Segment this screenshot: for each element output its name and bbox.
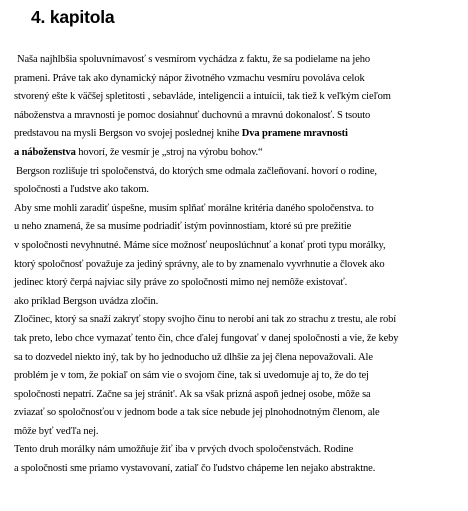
text-line <box>14 349 462 368</box>
text-line <box>14 274 462 293</box>
line-text: spoločnosti a ľudstve ako takom. <box>14 184 149 196</box>
text-line <box>14 367 462 386</box>
text-line <box>14 163 462 182</box>
line-text: hovorí, že vesmír je „stroj na výrobu bohov.“ <box>75 146 263 158</box>
line-text: Tento druh morálky nám umožňuje žiť iba v prvých dvoch spoločenstvách. Rodine <box>14 444 354 456</box>
line-text: zviazať so spoločnosťou v jednom bode a tak síce nebude jej plnohodnotným členom, ale <box>14 407 380 419</box>
text-line <box>14 386 462 405</box>
line-text: u neho znamená, že sa musíme podriadiť istým povinnostiam, ktoré sú pre prežitie <box>14 221 352 233</box>
book-title-text: Dva pramene mravnosti <box>241 128 348 140</box>
text-line <box>14 181 462 200</box>
line-text: ako príklad Bergson uvádza zločin. <box>14 295 159 307</box>
text-line <box>14 88 462 107</box>
body-text <box>14 51 462 479</box>
line-text: jedinec ktorý čerpá najviac sily práve zo spoločnosti mimo nej nemôže existovať. <box>14 277 348 289</box>
line-text: a spoločnosti sme priamo vystavovaní, zatiaľ čo ľudstvo chápeme len nejako abstraktne. <box>14 463 376 475</box>
text-line <box>14 200 462 219</box>
line-text: náboženstva a mravnosti je pomoc dosiahnuť duchovnú a mravnú dokonalosť. S tsouto <box>14 109 371 121</box>
text-line <box>14 125 462 144</box>
line-text: môže byť veďľa nej. <box>14 425 99 437</box>
text-line <box>14 423 462 442</box>
text-line <box>14 441 462 460</box>
text-line <box>14 256 462 275</box>
text-line <box>14 107 462 126</box>
line-text: prameni. Práve tak ako dynamický nápor životného vzmachu vesmíru povoláva celok <box>14 72 365 84</box>
chapter-title: 4. kapitola <box>31 7 115 27</box>
text-line <box>14 330 462 349</box>
line-text: sa to dozvedel niekto iný, tak by ho jednoducho už dlhšie za jej člena nepovažovali. Ale <box>14 351 373 363</box>
line-text: predstavou na mysli Bergson vo svojej poslednej knihe <box>14 128 242 140</box>
text-line <box>14 70 462 89</box>
book-title-text: a náboženstva <box>14 146 76 158</box>
line-text: Zločinec, ktorý sa snaží zakryť stopy svojho činu to nerobí ani tak zo strachu z trestu, ale robí <box>14 314 397 326</box>
text-line <box>14 311 462 330</box>
line-text: Aby sme mohli zaradiť úspešne, musím splňať morálne kritéria daného spoločenstva. to <box>14 202 374 214</box>
line-text: spoločnosti nepatrí. Začne sa jej stránit'. Ak sa však prizná aspoň jednej osobe, môže sa <box>14 388 371 400</box>
line-text: v spoločnosti nevyhnutné. Máme síce možnosť neuposlúchnuť a konať proti typu morálky, <box>14 239 386 251</box>
line-text: problém je v tom, že pokiaľ on sám vie o svojom čine, tak si uvedomuje aj to, že do tej <box>14 370 369 382</box>
text-line <box>14 218 462 237</box>
text-line <box>14 460 462 479</box>
line-text: Naša najhlbšia spoluvnímavosť s vesmírom vychádza z faktu, že sa podielame na jeho <box>17 54 370 65</box>
text-line <box>14 144 462 163</box>
line-text: Bergson rozlišuje tri spoločenstvá, do ktorých sme odmala začleňovaní. hovorí o rodine, <box>16 165 377 177</box>
text-line <box>14 404 462 423</box>
line-text: ktorý spoločnosť považuje za jediný správny, ale to by znamenalo vyvrhnutie a človek ako <box>14 258 385 270</box>
line-text: tak preto, lebo chce vymazať tento čin, chce ďalej fungovať v danej spoločnosti a vie, že keby <box>14 332 399 344</box>
text-line <box>14 237 462 256</box>
line-text: stvorený ešte k väčšej spletitosti , sebavláde, inteligencii a intuícii, tak tiež k veľkým cieľom <box>14 91 391 103</box>
text-line <box>14 51 462 70</box>
text-line <box>14 293 462 312</box>
